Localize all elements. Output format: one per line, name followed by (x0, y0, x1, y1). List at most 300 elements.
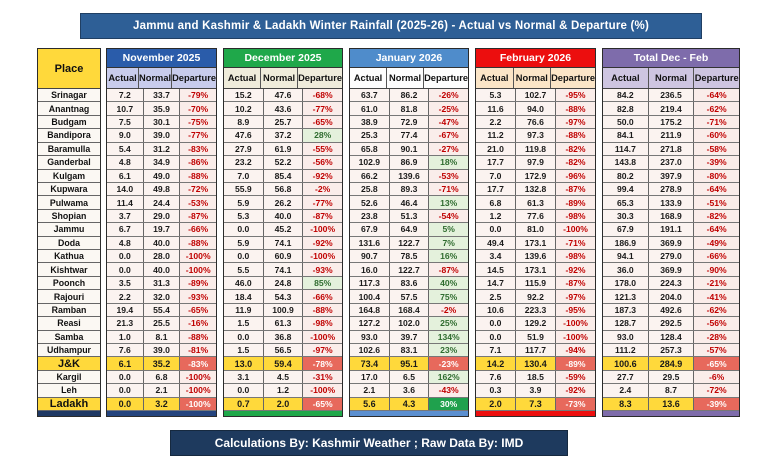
cell-departure: -95% (556, 304, 595, 316)
cell-normal: 129.2 (516, 317, 556, 329)
place-cell: Kulgam (38, 170, 100, 183)
sub-header-normal: Normal (649, 68, 695, 88)
table-row (350, 331, 468, 344)
table-row (224, 304, 342, 317)
footer-bar (170, 430, 568, 456)
cell-departure: 85% (303, 277, 342, 289)
cell-normal: 1.2 (264, 384, 304, 396)
cell-actual: 164.8 (350, 304, 390, 316)
cell-departure: -88% (556, 129, 595, 141)
group-header: February 2026 (476, 49, 595, 68)
cell-actual: 6.1 (107, 357, 144, 369)
cell-departure: -2% (303, 183, 342, 195)
cell-departure: 40% (429, 277, 468, 289)
cell-actual: 17.7 (476, 156, 516, 168)
table-row (350, 196, 468, 209)
place-cell: Kishtwar (38, 263, 100, 276)
cell-departure: -87% (180, 210, 216, 222)
table-row (107, 398, 216, 411)
cell-departure: -47% (429, 116, 468, 128)
table-row (107, 263, 216, 276)
cell-departure: -88% (556, 102, 595, 114)
table-row (603, 250, 739, 263)
cell-departure: -100% (303, 250, 342, 262)
table-row (350, 263, 468, 276)
sub-header-departure: Departure (694, 68, 739, 88)
table-row (476, 277, 595, 290)
cell-normal: 29.5 (649, 371, 695, 383)
table-row (224, 371, 342, 384)
place-cell: Ganderbal (38, 156, 100, 169)
cell-actual: 7.0 (476, 170, 516, 182)
cell-departure: -73% (556, 398, 595, 410)
cell-actual: 27.9 (224, 143, 264, 155)
cell-departure: -83% (180, 357, 216, 369)
cell-normal: 55.4 (144, 304, 181, 316)
cell-departure: -82% (556, 143, 595, 155)
cell-departure: -49% (694, 237, 739, 249)
table-row (603, 143, 739, 156)
cell-actual: 7.0 (224, 170, 264, 182)
cell-normal: 279.0 (649, 250, 695, 262)
table-row (350, 250, 468, 263)
cell-actual: 6.8 (476, 196, 516, 208)
cell-departure: -100% (180, 398, 216, 410)
table-row (107, 183, 216, 196)
cell-actual: 25.3 (350, 129, 390, 141)
cell-actual: 8.3 (603, 398, 649, 410)
cell-normal: 25.7 (264, 116, 304, 128)
cell-actual: 18.4 (224, 290, 264, 302)
cell-normal: 6.5 (390, 371, 430, 383)
cell-departure: 134% (429, 331, 468, 343)
cell-actual: 3.4 (476, 250, 516, 262)
group-panel (602, 48, 740, 417)
cell-departure: -100% (180, 250, 216, 262)
table-row (224, 250, 342, 263)
table-row (603, 156, 739, 169)
cell-normal: 139.6 (390, 170, 430, 182)
table-row (224, 290, 342, 303)
cell-departure: -25% (429, 102, 468, 114)
cell-departure: -43% (429, 384, 468, 396)
cell-normal: 6.8 (144, 371, 181, 383)
cell-actual: 14.0 (107, 183, 144, 195)
table-row (603, 196, 739, 209)
cell-actual: 5.9 (224, 237, 264, 249)
table-row (350, 371, 468, 384)
sub-header-normal: Normal (261, 68, 298, 88)
cell-actual: 7.2 (107, 89, 144, 101)
sub-header-row (350, 68, 468, 89)
cell-departure: -94% (556, 344, 595, 356)
cell-normal: 223.3 (516, 304, 556, 316)
cell-departure: -53% (180, 196, 216, 208)
cell-actual: 80.2 (603, 170, 649, 182)
table-row (224, 183, 342, 196)
cell-departure: -88% (303, 304, 342, 316)
cell-actual: 7.5 (107, 116, 144, 128)
sub-header-actual: Actual (603, 68, 649, 88)
cell-normal: 39.7 (390, 331, 430, 343)
cell-normal: 81.8 (390, 102, 430, 114)
cell-normal: 74.1 (264, 237, 304, 249)
cell-actual: 38.9 (350, 116, 390, 128)
cell-normal: 100.9 (264, 304, 304, 316)
cell-actual: 0.0 (476, 331, 516, 343)
cell-normal: 284.9 (649, 357, 695, 369)
table-row (603, 331, 739, 344)
table-row (107, 143, 216, 156)
cell-actual: 2.0 (476, 398, 516, 410)
sub-header-normal: Normal (514, 68, 552, 88)
cell-actual: 7.6 (107, 344, 144, 356)
cell-actual: 128.7 (603, 317, 649, 329)
cell-normal: 191.1 (649, 223, 695, 235)
place-cell: Rajouri (38, 290, 100, 303)
cell-normal: 78.5 (390, 250, 430, 262)
cell-departure: -65% (303, 398, 342, 410)
table-row (350, 398, 468, 411)
cell-departure: -66% (303, 290, 342, 302)
table-row (224, 263, 342, 276)
cell-departure: -80% (694, 170, 739, 182)
cell-actual: 94.1 (603, 250, 649, 262)
group-header: Total Dec - Feb (603, 49, 739, 68)
table-row (224, 210, 342, 223)
cell-normal: 168.4 (390, 304, 430, 316)
cell-normal: 139.6 (516, 250, 556, 262)
table-row (476, 317, 595, 330)
cell-normal: 175.2 (649, 116, 695, 128)
cell-actual: 0.0 (107, 263, 144, 275)
place-cell: Leh (38, 384, 100, 397)
cell-normal: 59.4 (264, 357, 304, 369)
cell-actual: 100.6 (603, 357, 649, 369)
cell-actual: 11.2 (476, 129, 516, 141)
cell-normal: 36.8 (264, 331, 304, 343)
cell-normal: 19.7 (144, 223, 181, 235)
cell-actual: 21.3 (107, 317, 144, 329)
cell-normal: 46.4 (390, 196, 430, 208)
cell-departure: -90% (694, 263, 739, 275)
cell-normal: 4.3 (390, 398, 430, 410)
cell-actual: 1.5 (224, 344, 264, 356)
cell-normal: 3.9 (516, 384, 556, 396)
table-row (350, 89, 468, 102)
cell-departure: -66% (180, 223, 216, 235)
cell-departure: -96% (556, 170, 595, 182)
table-row (603, 304, 739, 317)
cell-actual: 65.3 (603, 196, 649, 208)
cell-departure: -66% (694, 250, 739, 262)
cell-normal: 49.0 (144, 170, 181, 182)
table-row (476, 116, 595, 129)
table-row (603, 223, 739, 236)
cell-actual: 2.4 (603, 384, 649, 396)
cell-departure: 25% (429, 317, 468, 329)
cell-departure: -100% (303, 223, 342, 235)
cell-departure: -21% (694, 277, 739, 289)
group-rows (224, 89, 342, 411)
cell-normal: 60.9 (264, 250, 304, 262)
cell-actual: 0.3 (476, 384, 516, 396)
cell-normal: 2.1 (144, 384, 181, 396)
cell-actual: 0.0 (476, 317, 516, 329)
cell-actual: 17.7 (476, 183, 516, 195)
cell-departure: -89% (556, 196, 595, 208)
table-row (107, 196, 216, 209)
cell-actual: 178.0 (603, 277, 649, 289)
table-row (350, 170, 468, 183)
cell-normal: 3.2 (144, 398, 181, 410)
place-cell: Samba (38, 331, 100, 344)
table-row (107, 210, 216, 223)
cell-departure: -83% (180, 143, 216, 155)
cell-departure: -82% (556, 156, 595, 168)
cell-departure: -92% (556, 263, 595, 275)
cell-normal: 83.1 (390, 344, 430, 356)
cell-normal: 77.4 (390, 129, 430, 141)
table-row (476, 129, 595, 142)
cell-normal: 130.4 (516, 357, 556, 369)
table-row (476, 331, 595, 344)
cell-actual: 21.0 (476, 143, 516, 155)
cell-departure: -77% (180, 129, 216, 141)
table-row (476, 250, 595, 263)
table-row (603, 237, 739, 250)
group-bottom-bar (224, 411, 342, 416)
cell-normal: 492.6 (649, 304, 695, 316)
place-cell: Baramulla (38, 143, 100, 156)
sub-header-row (224, 68, 342, 89)
cell-departure: -82% (694, 210, 739, 222)
cell-departure: 162% (429, 371, 468, 383)
sub-header-departure: Departure (172, 68, 216, 88)
cell-normal: 37.2 (264, 129, 304, 141)
cell-normal: 173.1 (516, 263, 556, 275)
table-row (350, 210, 468, 223)
cell-actual: 0.7 (224, 398, 264, 410)
cell-normal: 204.0 (649, 290, 695, 302)
cell-departure: -92% (303, 170, 342, 182)
cell-normal: 95.1 (390, 357, 430, 369)
cell-departure: -28% (694, 331, 739, 343)
cell-normal: 83.6 (390, 277, 430, 289)
cell-normal: 2.0 (264, 398, 304, 410)
cell-normal: 119.8 (516, 143, 556, 155)
table-row (476, 143, 595, 156)
table-row (476, 102, 595, 115)
cell-actual: 17.0 (350, 371, 390, 383)
sub-header-row (476, 68, 595, 89)
cell-departure: -6% (694, 371, 739, 383)
cell-normal: 18.5 (516, 371, 556, 383)
group-bottom-bar (350, 411, 468, 416)
cell-actual: 14.2 (476, 357, 516, 369)
cell-normal: 56.8 (264, 183, 304, 195)
cell-departure: -57% (694, 344, 739, 356)
table-row (350, 129, 468, 142)
group-rows (476, 89, 595, 411)
table-row (224, 384, 342, 397)
cell-actual: 84.2 (603, 89, 649, 101)
cell-normal: 369.9 (649, 263, 695, 275)
cell-actual: 131.6 (350, 237, 390, 249)
cell-normal: 122.7 (390, 237, 430, 249)
table-row (476, 384, 595, 397)
cell-departure: -97% (303, 344, 342, 356)
cell-actual: 0.0 (107, 371, 144, 383)
cell-actual: 114.7 (603, 143, 649, 155)
table-row (224, 156, 342, 169)
cell-departure: -87% (556, 277, 595, 289)
cell-actual: 19.4 (107, 304, 144, 316)
cell-departure: -62% (694, 304, 739, 316)
cell-departure: -27% (429, 143, 468, 155)
cell-normal: 54.3 (264, 290, 304, 302)
cell-normal: 61.3 (264, 317, 304, 329)
cell-actual: 63.7 (350, 89, 390, 101)
table-row (476, 290, 595, 303)
sub-header-row (107, 68, 216, 89)
place-cell: Kupwara (38, 183, 100, 196)
table-row (603, 398, 739, 411)
cell-departure: -100% (303, 384, 342, 396)
cell-normal: 102.0 (390, 317, 430, 329)
cell-actual: 0.0 (224, 331, 264, 343)
cell-normal: 40.0 (144, 237, 181, 249)
cell-departure: -67% (429, 129, 468, 141)
cell-actual: 0.0 (107, 398, 144, 410)
table-row (476, 156, 595, 169)
place-cell: Reasi (38, 317, 100, 330)
cell-departure: -81% (180, 344, 216, 356)
cell-normal: 211.9 (649, 129, 695, 141)
cell-actual: 3.5 (107, 277, 144, 289)
sub-header-normal: Normal (387, 68, 424, 88)
cell-normal: 24.4 (144, 196, 181, 208)
cell-normal: 57.5 (390, 290, 430, 302)
cell-normal: 39.0 (144, 129, 181, 141)
cell-normal: 81.0 (516, 223, 556, 235)
table-row (350, 102, 468, 115)
cell-departure: -77% (303, 196, 342, 208)
cell-actual: 90.7 (350, 250, 390, 262)
place-cell: Srinagar (38, 89, 100, 102)
table-row (476, 357, 595, 370)
title-bar (80, 13, 702, 39)
cell-departure: -71% (429, 183, 468, 195)
cell-actual: 5.9 (224, 196, 264, 208)
cell-normal: 97.9 (516, 156, 556, 168)
table-row (603, 344, 739, 357)
table-row (107, 237, 216, 250)
cell-actual: 117.3 (350, 277, 390, 289)
table-row (224, 223, 342, 236)
group-bottom-bar (603, 411, 739, 416)
cell-departure: -41% (694, 290, 739, 302)
table-row (224, 331, 342, 344)
cell-actual: 93.0 (350, 331, 390, 343)
cell-actual: 186.9 (603, 237, 649, 249)
group-header: November 2025 (107, 49, 216, 68)
cell-actual: 15.2 (224, 89, 264, 101)
cell-departure: -93% (180, 290, 216, 302)
table-row (476, 183, 595, 196)
cell-departure: -97% (556, 116, 595, 128)
cell-actual: 65.8 (350, 143, 390, 155)
cell-departure: -53% (429, 170, 468, 182)
table-row (476, 398, 595, 411)
place-cell: Bandipora (38, 129, 100, 142)
table-row (107, 156, 216, 169)
table-row (224, 102, 342, 115)
table-row (107, 129, 216, 142)
cell-normal: 117.7 (516, 344, 556, 356)
cell-departure: -92% (303, 237, 342, 249)
cell-departure: -93% (303, 263, 342, 275)
cell-normal: 61.9 (264, 143, 304, 155)
cell-actual: 16.0 (350, 263, 390, 275)
table-row (350, 183, 468, 196)
cell-departure: -100% (556, 223, 595, 235)
table-row (224, 344, 342, 357)
cell-normal: 122.7 (390, 263, 430, 275)
group-panel (106, 48, 217, 417)
cell-actual: 7.6 (476, 371, 516, 383)
cell-actual: 102.6 (350, 344, 390, 356)
cell-departure: -60% (694, 129, 739, 141)
table-row (476, 196, 595, 209)
cell-departure: -56% (303, 156, 342, 168)
group-bottom-bar (107, 411, 216, 416)
cell-normal: 86.2 (390, 89, 430, 101)
cell-departure: -88% (180, 170, 216, 182)
cell-normal: 72.9 (390, 116, 430, 128)
table-row (107, 250, 216, 263)
place-cell: Jammu (38, 223, 100, 236)
cell-normal: 40.0 (264, 210, 304, 222)
cell-actual: 46.0 (224, 277, 264, 289)
place-cell: J&K (38, 357, 100, 370)
sub-header-actual: Actual (224, 68, 261, 88)
table-row (107, 344, 216, 357)
sub-header-actual: Actual (350, 68, 387, 88)
cell-departure: -71% (556, 237, 595, 249)
table-row (476, 371, 595, 384)
cell-normal: 237.0 (649, 156, 695, 168)
cell-departure: -98% (556, 250, 595, 262)
cell-normal: 13.6 (649, 398, 695, 410)
table-row (107, 290, 216, 303)
cell-departure: -100% (180, 384, 216, 396)
cell-actual: 67.9 (603, 223, 649, 235)
table-row (350, 277, 468, 290)
cell-departure: -100% (556, 331, 595, 343)
cell-normal: 39.0 (144, 344, 181, 356)
cell-actual: 4.8 (107, 237, 144, 249)
table-row (107, 317, 216, 330)
table-row (603, 210, 739, 223)
cell-departure: -62% (694, 102, 739, 114)
cell-actual: 100.4 (350, 290, 390, 302)
sub-header-departure: Departure (298, 68, 342, 88)
table-row (107, 384, 216, 397)
cell-normal: 49.8 (144, 183, 181, 195)
table-row (350, 116, 468, 129)
cell-actual: 27.7 (603, 371, 649, 383)
